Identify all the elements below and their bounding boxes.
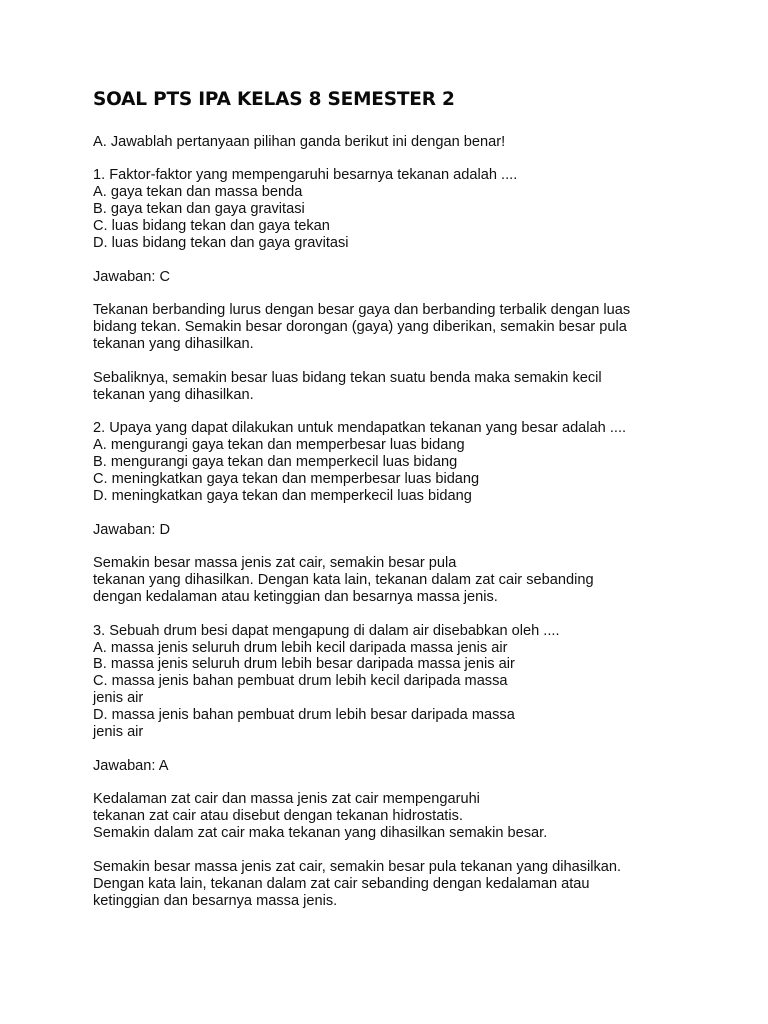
question-3-explanation-line: Kedalaman zat cair dan massa jenis zat cair mempengaruhi <box>93 791 480 807</box>
question-2-explanation-line: dengan kedalaman atau ketinggian dan besarnya massa jenis. <box>93 589 498 605</box>
question-1-explanation-line: tekanan yang dihasilkan. <box>93 336 254 352</box>
question-2-option-c: C. meningkatkan gaya tekan dan memperbesar luas bidang <box>93 471 480 487</box>
question-2-explanation-line: tekanan yang dihasilkan. Dengan kata lain, tekanan dalam zat cair sebanding <box>93 572 594 588</box>
instruction-text: A. Jawablah pertanyaan pilihan ganda berikut ini dengan benar! <box>93 134 506 150</box>
question-1-explanation-line: Tekanan berbanding lurus dengan besar gaya dan berbanding terbalik dengan luas <box>93 302 631 318</box>
question-2-option-d: D. meningkatkan gaya tekan dan memperkecil luas bidang <box>93 488 472 504</box>
question-3-explanation-line: Dengan kata lain, tekanan dalam zat cair sebanding dengan kedalaman atau <box>93 876 590 892</box>
question-1-explanation-line: Sebaliknya, semakin besar luas bidang tekan suatu benda maka semakin kecil <box>93 370 602 386</box>
question-3-option-d: D. massa jenis bahan pembuat drum lebih besar daripada massa <box>93 707 515 723</box>
question-2-option-b: B. mengurangi gaya tekan dan memperkecil luas bidang <box>93 454 458 470</box>
question-2-text: 2. Upaya yang dapat dilakukan untuk mendapatkan tekanan yang besar adalah .... <box>93 420 627 436</box>
question-3-explanation-line: Semakin dalam zat cair maka tekanan yang dihasilkan semakin besar. <box>93 825 548 841</box>
question-3-option-a: A. massa jenis seluruh drum lebih kecil daripada massa jenis air <box>93 640 508 656</box>
question-1-text: 1. Faktor-faktor yang mempengaruhi besarnya tekanan adalah .... <box>93 167 518 183</box>
question-1-explanation-line: bidang tekan. Semakin besar dorongan (gaya) yang diberikan, semakin besar pula <box>93 319 627 335</box>
question-3-option-d-continued: jenis air <box>93 724 144 740</box>
question-3-option-b: B. massa jenis seluruh drum lebih besar daripada massa jenis air <box>93 656 515 672</box>
question-3-explanation-line: tekanan zat cair atau disebut dengan tekanan hidrostatis. <box>93 808 463 824</box>
question-3-answer: Jawaban: A <box>93 758 169 774</box>
question-1-option-d: D. luas bidang tekan dan gaya gravitasi <box>93 235 349 251</box>
question-3-explanation-line: Semakin besar massa jenis zat cair, semakin besar pula tekanan yang dihasilkan. <box>93 859 622 875</box>
question-1-option-c: C. luas bidang tekan dan gaya tekan <box>93 218 330 234</box>
question-3-option-c-continued: jenis air <box>93 690 144 706</box>
question-2-answer: Jawaban: D <box>93 522 171 538</box>
question-1-option-b: B. gaya tekan dan gaya gravitasi <box>93 201 305 217</box>
question-1-answer: Jawaban: C <box>93 269 171 285</box>
question-3-option-c: C. massa jenis bahan pembuat drum lebih kecil daripada massa <box>93 673 508 689</box>
question-3-text: 3. Sebuah drum besi dapat mengapung di dalam air disebabkan oleh .... <box>93 623 560 639</box>
question-2-explanation-line: Semakin besar massa jenis zat cair, semakin besar pula <box>93 555 457 571</box>
page-title: SOAL PTS IPA KELAS 8 SEMESTER 2 <box>93 89 455 110</box>
question-1-explanation-line: tekanan yang dihasilkan. <box>93 387 254 403</box>
question-1-option-a: A. gaya tekan dan massa benda <box>93 184 303 200</box>
question-3-explanation-line: ketinggian dan besarnya massa jenis. <box>93 893 338 909</box>
question-2-option-a: A. mengurangi gaya tekan dan memperbesar luas bidang <box>93 437 465 453</box>
